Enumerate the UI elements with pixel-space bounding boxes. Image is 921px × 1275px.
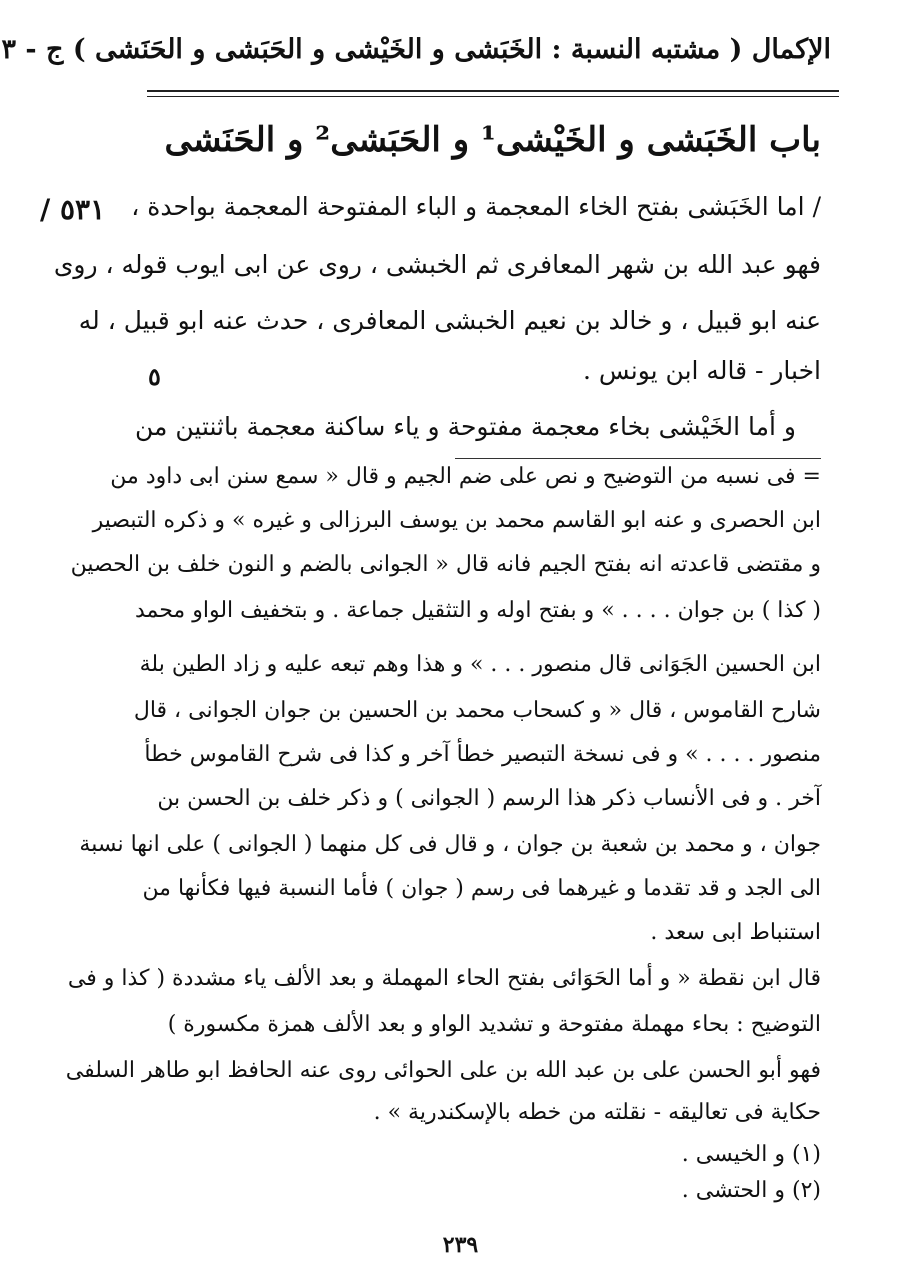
footnote-separator: [455, 458, 821, 459]
footnote-line: فهو أبو الحسن على بن عبد الله بن على الحوائى روى عنه الحافظ ابو طاهر السلفى: [65, 1058, 821, 1083]
footnote-line: منصور . . . . » و فى نسخة التبصير خطأ آخر و كذا فى شرح القاموس خطأ: [144, 742, 821, 767]
footnote-line: حكاية فى تعاليقه - نقلته من خطه بالإسكندرية » .: [373, 1100, 821, 1125]
footnote-line: و مقتضى قاعدته انه بفتح الجيم فانه قال « الجوانى بالضم و النون خلف بن الحصين: [70, 552, 821, 577]
footnote-entry: (٢) و الحتشى .: [681, 1178, 821, 1203]
footnote-line: جوان ، و محمد بن شعبة بن جوان ، و قال فى كل منهما ( الجوانى ) على انها نسبة: [79, 832, 821, 857]
line-number-marker: ٥: [148, 362, 161, 391]
footnote-line: ( كذا ) بن جوان . . . . » و بفتح اوله و التثقيل جماعة . و بتخفيف الواو محمد: [134, 598, 821, 623]
body-line: اخبار - قاله ابن يونس .: [583, 356, 821, 385]
running-head: الإكمال ( مشتبه النسبة : الخَبَشى و الخَيْشى و الحَبَشى و الحَنَشى ) ج - ٣: [1, 34, 831, 65]
footnote-entry: (١) و الخيسى .: [681, 1142, 821, 1167]
footnote-line: = فى نسبه من التوضيح و نص على ضم الجيم و قال « سمع سنن ابى داود من: [110, 464, 821, 489]
body-line: عنه ابو قبيل ، و خالد بن نعيم الخبشى المعافرى ، حدث عنه ابو قبيل ، له: [78, 306, 821, 335]
footnote-line: التوضيح : بحاء مهملة مفتوحة و تشديد الواو و بعد الألف همزة مكسورة ): [167, 1012, 821, 1037]
footnote-line: استنباط ابى سعد .: [650, 920, 821, 945]
page-number: ٢٣٩: [442, 1232, 479, 1258]
body-line: فهو عبد الله بن شهر المعافرى ثم الخبشى ، روى عن ابى ايوب قوله ، روى: [53, 250, 821, 279]
footnote-line: شارح القاموس ، قال « و كسحاب محمد بن الحسين بن جوان الجوانى ، قال: [133, 698, 821, 723]
folio-marker: / ٥٣١: [40, 193, 106, 226]
chapter-title: باب الخَبَشى و الخَيْشى¹ و الحَبَشى² و الحَنَشى: [164, 120, 821, 160]
footnote-line: ابن الحسين الجَوَانى قال منصور . . . » و هذا وهم تبعه عليه و زاد الطين بلة: [139, 652, 821, 677]
footnote-line: آخر . و فى الأنساب ذكر هذا الرسم ( الجوانى ) و ذكر خلف بن الحسن بن: [157, 786, 821, 811]
header-rule-thick: [147, 90, 839, 92]
footnote-line: الى الجد و قد تقدما و غيرهما فى رسم ( جوان ) فأما النسبة فيها فكأنها من: [142, 876, 821, 901]
footnote-line: ابن الحصرى و عنه ابو القاسم محمد بن يوسف البرزالى و غيره » و ذكره التبصير: [92, 508, 821, 533]
body-line: / اما الخَبَشى بفتح الخاء المعجمة و الباء المفتوحة المعجمة بواحدة ،: [131, 192, 821, 221]
body-line: و أما الخَيْشى بخاء معجمة مفتوحة و ياء ساكنة معجمة باثنتين من: [135, 412, 796, 441]
footnote-line: قال ابن نقطة « و أما الحَوَائى بفتح الحاء المهملة و بعد الألف ياء مشددة ( كذا و فى: [67, 966, 821, 991]
header-rule-thin: [147, 96, 839, 97]
